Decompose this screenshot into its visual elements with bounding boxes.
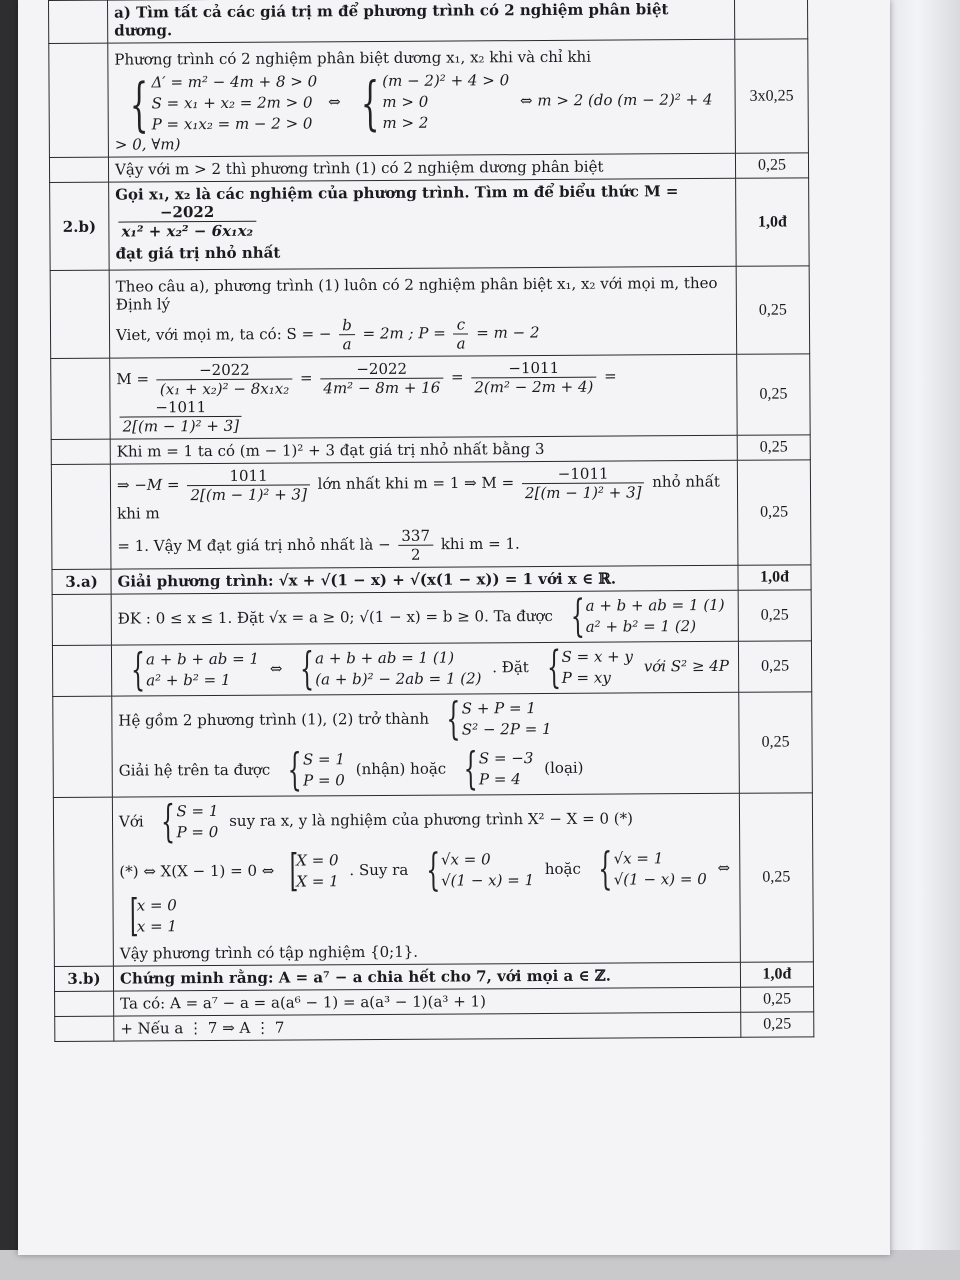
part-label: 2.b) xyxy=(50,182,110,270)
min-text: Khi m = 1 ta có (m − 1)² + 3 đạt giá trị nhỏ nhất bằng 3 xyxy=(110,435,737,464)
solution-intro: Phương trình có 2 nghiệm phân biệt dương x₁, x₂ khi và chỉ khi xyxy=(114,47,592,69)
conclusion: ⇔ m > 2 (do (m − 2)² + 4 > 0, ∀m) xyxy=(114,90,713,154)
final-solution: Với { S = 1 P = 0 suy ra x, y là nghiệm của phương trình X² − X = 0 (*) (*) ⇔ X(X − 1) = 0 ⇔ [ X = 0 X = 1 . Suy ra { √x = 0 √(1 − x) = 1 hoặc { √x = 1 √(1 − x) = 0 ⇔ [ x = 0 x = 1 Vậy phương trình có tập nghiệm {0;1}. xyxy=(112,793,740,966)
row-3a-substitution xyxy=(52,590,811,646)
transform-chain: M = $\frac{-2022}{\text{(x₁ + x₂)² − 8x₁x₂}}$ = $\frac{-2022}{\text{4m² − 8m + 16}}$ = $\frac{-1011}{\text{2(m² − 2m + 4)}}$ = $\frac{-1011}{\text{2[(m − 1)² + 3]}}$ xyxy=(110,354,737,439)
desk-background xyxy=(0,0,18,1280)
equivalent-system: { (m − 2)² + 4 > 0 m > 0 m > 2 xyxy=(360,68,510,137)
conclusion-2b: ⇒ −M = $\frac{1011}{\text{2[(m − 1)² + 3]}}$ lớn nhất khi m = 1 ⇒ M = $\frac{-1011}{\text{2[(m − 1)² + 3]}}$ nhỏ nhất khi m = 1. Vậy M đạt giá trị nhỏ nhất là − $\frac{337}{2}$ khi m = 1. xyxy=(110,460,738,569)
row-3a-final xyxy=(53,793,813,967)
row-2b-conclusion xyxy=(51,460,811,570)
score: 0,25 xyxy=(737,435,810,460)
product-line: P = x₁x₂ = m − 2 > 0 xyxy=(151,114,313,134)
score: 0,25 xyxy=(741,1012,814,1037)
viet-text: Theo câu a), phương trình (1) luôn có 2 nghiệm phân biệt x₁, x₂ với mọi m, theo Định lý Viet, với mọi m, ta có: S = − $\frac{b}{a}$ = 2m ; P = $\frac{c}{a}$ = m − 2 xyxy=(109,266,737,358)
score: 0,25 xyxy=(737,460,811,565)
answer-sheet xyxy=(18,0,890,1255)
result-text: Vậy với m > 2 thì phương trình (1) có 2 nghiệm dương phân biệt xyxy=(108,153,735,182)
factor-text: Ta có: A = a⁷ − a = a(a⁶ − 1) = a(a³ − 1)(a³ + 1) xyxy=(114,987,741,1016)
row-3a-system xyxy=(52,641,811,697)
substitution: ĐK : 0 ≤ x ≤ 1. Đặt √x = a ≥ 0; √(1 − x) = b ≥ 0. Ta được { a + b + ab = 1 (1) a² + b² = 1 (2) xyxy=(111,590,738,645)
discriminant-line: Δ′ = m² − 4m + 8 > 0 xyxy=(151,72,318,92)
row-3a-solve xyxy=(53,692,813,798)
score: 0,25 xyxy=(735,153,808,178)
condition-system: { Δ′ = m² − 4m + 8 > 0 S = x₁ + x₂ = 2m > 0 P = x₁x₂ = m − 2 > 0 xyxy=(129,69,318,139)
score: 3x0,25 xyxy=(735,39,809,153)
row-2a-title xyxy=(49,0,808,43)
score: 0,25 xyxy=(737,354,810,435)
score: 0,25 xyxy=(739,692,813,793)
part-label: 3.b) xyxy=(54,966,113,991)
solve-system: Hệ gồm 2 phương trình (1), (2) trở thành { S + P = 1 S² − 2P = 1 Giải hệ trên ta được { S = 1 P = 0 (nhận) hoặc { S = −3 P = 4 (loại) xyxy=(112,692,740,797)
score: 1,0đ xyxy=(740,962,813,987)
score: 0,25 xyxy=(736,266,810,354)
system-transform: { a + b + ab = 1 a² + b² = 1 ⇔ { a + b + ab = 1 (1) (a + b)² − 2ab = 1 (2) . Đặt { S = x + y P = xy với S² ≥ 4P xyxy=(111,641,738,696)
score: 0,25 xyxy=(738,590,811,641)
score: 1,0đ xyxy=(736,178,810,266)
score: 1,0đ xyxy=(738,565,811,590)
row-2a-solution xyxy=(49,39,809,158)
row-2b-transform xyxy=(51,354,810,440)
score: 0,25 xyxy=(738,641,811,692)
part-3b-question: Chứng minh rằng: A = a⁷ − a chia hết cho 7, với mọi a ∈ ℤ. xyxy=(113,962,740,991)
part-2b-question: Gọi x₁, x₂ là các nghiệm của phương trình. Tìm m để biểu thức M = $\frac{-2022}{\text{x₁² + x₂² − 6x₁x₂}}$ đạt giá trị nhỏ nhất xyxy=(109,178,737,270)
part-2a-question: a) Tìm tất cả các giá trị m để phương trình có 2 nghiệm phân biệt dương. xyxy=(108,0,735,43)
answer-table xyxy=(48,0,814,1042)
row-2b-viet xyxy=(50,266,810,359)
case-text: + Nếu a ⋮ 7 ⇒ A ⋮ 7 xyxy=(114,1012,741,1041)
row-3b-case xyxy=(55,1012,814,1042)
sum-line: S = x₁ + x₂ = 2m > 0 xyxy=(151,93,313,113)
score: 0,25 xyxy=(741,987,814,1012)
expression-fraction: $\frac{-2022}{\text{x₁² + x₂² − 6x₁x₂}}$ xyxy=(118,203,256,241)
paper-stack-edge xyxy=(890,0,960,1280)
part-3a-question: Giải phương trình: √x + √(1 − x) + √(x(1 − x)) = 1 với x ∈ ℝ. xyxy=(111,565,738,594)
part-label: 3.a) xyxy=(52,569,111,594)
row-2b-title xyxy=(50,178,810,271)
part-2a-solution: Phương trình có 2 nghiệm phân biệt dương x₁, x₂ khi và chỉ khi { Δ′ = m² − 4m + 8 > 0 S = x₁ + x₂ = 2m > 0 P = x₁x₂ = m − 2 > 0 ⇔ { (m − 2)² + 4 > 0 m > 0 m > 2 ⇔ m > 2 (do (m − 2)² + 4 > 0, ∀m) xyxy=(108,39,736,157)
score: 0,25 xyxy=(739,793,813,962)
